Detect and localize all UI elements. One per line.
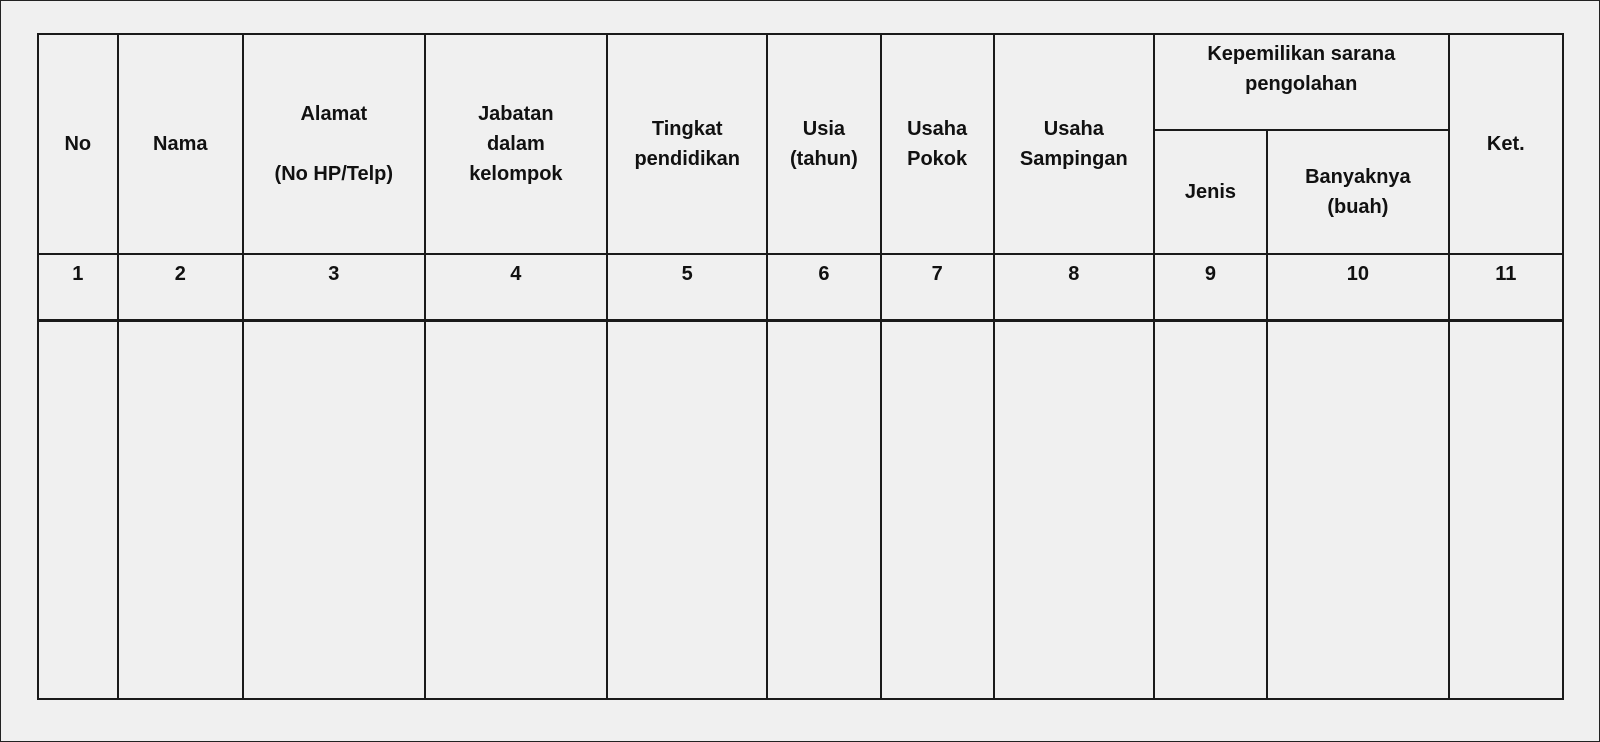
- header-usia: [767, 34, 880, 254]
- entry-cell-ket[interactable]: [1449, 321, 1563, 700]
- entry-cell-usaha-sampingan[interactable]: [994, 321, 1154, 700]
- header-banyaknya-line1: Banyaknya: [1305, 166, 1411, 188]
- header-jabatan-line3: kelompok: [469, 163, 563, 185]
- column-number: 4: [425, 254, 608, 321]
- header-alamat-line2: (No HP/Telp): [274, 163, 394, 185]
- column-number: 5: [607, 254, 767, 321]
- entry-cell-nama[interactable]: [118, 321, 243, 700]
- column-number: 8: [994, 254, 1154, 321]
- header-kepemilikan-line2: pengolahan: [1245, 73, 1358, 95]
- column-number: 10: [1267, 254, 1449, 321]
- member-data-table: [37, 33, 1564, 700]
- column-number: 1: [38, 254, 118, 321]
- header-jabatan-line2: dalam: [486, 133, 545, 155]
- column-number: 3: [243, 254, 425, 321]
- entry-cell-tingkat[interactable]: [607, 321, 767, 700]
- header-no: No: [38, 34, 118, 254]
- column-number: 7: [881, 254, 994, 321]
- header-alamat-line1: Alamat: [300, 103, 368, 125]
- header-usaha-sampingan-line1: Usaha: [1043, 118, 1104, 140]
- header-tingkat-line1: Tingkat: [651, 118, 723, 140]
- header-nama: Nama: [118, 34, 243, 254]
- header-jabatan: [425, 34, 608, 254]
- header-kepemilikan-line1: Kepemilikan sarana: [1207, 43, 1396, 65]
- column-number: 9: [1154, 254, 1267, 321]
- entry-cell-no[interactable]: [38, 321, 118, 700]
- header-usaha-pokok-line2: Pokok: [907, 148, 968, 170]
- entry-cell-jabatan[interactable]: [425, 321, 608, 700]
- header-banyaknya-line2: (buah): [1327, 196, 1389, 218]
- column-number: 11: [1449, 254, 1563, 321]
- entry-cell-jenis[interactable]: [1154, 321, 1267, 700]
- entry-cell-banyaknya[interactable]: [1267, 321, 1449, 700]
- header-usia-line2: (tahun): [790, 148, 858, 170]
- empty-entry-row: [38, 321, 1563, 700]
- column-number: 2: [118, 254, 243, 321]
- header-usaha-sampingan-line2: Sampingan: [1019, 148, 1128, 170]
- header-usaha-sampingan: [994, 34, 1154, 254]
- header-kepemilikan: [1154, 34, 1449, 130]
- entry-cell-alamat[interactable]: [243, 321, 425, 700]
- entry-cell-usia[interactable]: [767, 321, 880, 700]
- column-number: 6: [767, 254, 880, 321]
- entry-cell-usaha-pokok[interactable]: [881, 321, 994, 700]
- header-alamat: [243, 34, 425, 254]
- header-usaha-pokok: [881, 34, 994, 254]
- header-banyaknya: [1267, 130, 1449, 254]
- header-tingkat-line2: pendidikan: [634, 148, 741, 170]
- header-jenis: Jenis: [1154, 130, 1267, 254]
- column-number-row: [38, 254, 1563, 321]
- header-usia-line1: Usia: [802, 118, 846, 140]
- header-ket: Ket.: [1449, 34, 1563, 254]
- header-usaha-pokok-line1: Usaha: [907, 118, 968, 140]
- header-tingkat: [607, 34, 767, 254]
- header-jabatan-line1: Jabatan: [478, 103, 554, 125]
